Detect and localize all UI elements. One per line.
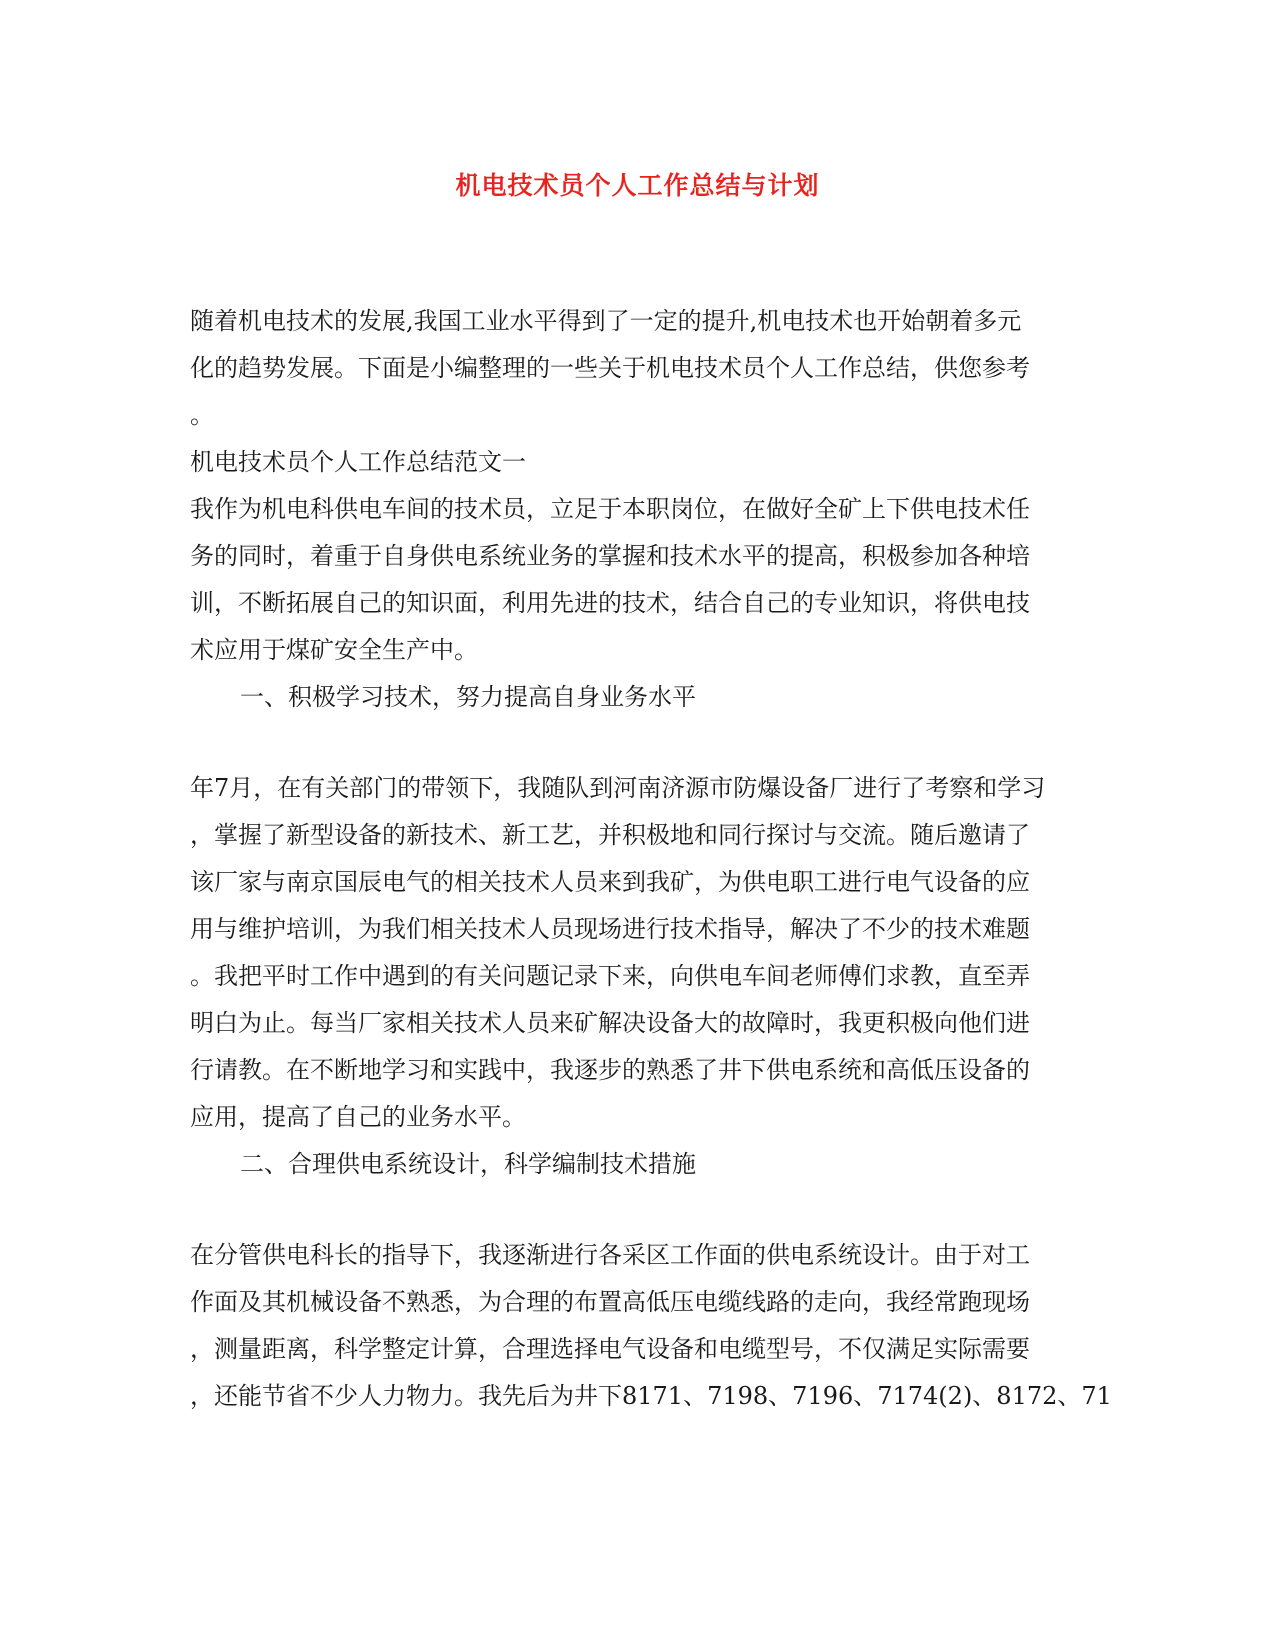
paragraph-line: ，测量距离，科学整定计算，合理选择电气设备和电缆型号，不仅满足实际需要 — [190, 1335, 1030, 1363]
paragraph-line: 年7月，在有关部门的带领下，我随队到河南济源市防爆设备厂进行了考察和学习 — [190, 774, 1046, 802]
paragraph-line: 术应用于煤矿安全生产中。 — [190, 636, 478, 664]
paragraph-line: 作面及其机械设备不熟悉，为合理的布置高低压电缆线路的走向，我经常跑现场 — [190, 1288, 1030, 1316]
paragraph-line: 该厂家与南京国辰电气的相关技术人员来到我矿，为供电职工进行电气设备的应 — [190, 868, 1030, 896]
paragraph-line: 。我把平时工作中遇到的有关问题记录下来，向供电车间老师傅们求教，直至弄 — [190, 962, 1030, 990]
intro-line-3: 。 — [190, 401, 214, 429]
paragraph-line: 应用，提高了自己的业务水平。 — [190, 1103, 526, 1131]
intro-line-2: 化的趋势发展。下面是小编整理的一些关于机电技术员个人工作总结，供您参考 — [190, 354, 1030, 382]
paragraph-line: 在分管供电科长的指导下，我逐渐进行各采区工作面的供电系统设计。由于对工 — [190, 1241, 1030, 1269]
paragraph-line: ，还能节省不少人力物力。我先后为井下8171、7198、7196、7174(2)、8172、71 — [190, 1382, 1112, 1410]
paragraph-line: 我作为机电科供电车间的技术员，立足于本职岗位，在做好全矿上下供电技术任 — [190, 495, 1030, 523]
section-title: 机电技术员个人工作总结范文一 — [190, 448, 526, 476]
paragraph-line: 训，不断拓展自己的知识面，利用先进的技术，结合自己的专业知识，将供电技 — [190, 589, 1030, 617]
paragraph-line: 明白为止。每当厂家相关技术人员来矿解决设备大的故障时，我更积极向他们进 — [190, 1009, 1030, 1037]
subheading-2: 二、合理供电系统设计，科学编制技术措施 — [240, 1150, 696, 1178]
paragraph-line: 行请教。在不断地学习和实践中，我逐步的熟悉了井下供电系统和高低压设备的 — [190, 1056, 1030, 1084]
paragraph-line: 用与维护培训，为我们相关技术人员现场进行技术指导，解决了不少的技术难题 — [190, 915, 1030, 943]
subheading-1: 一、积极学习技术，努力提高自身业务水平 — [240, 683, 696, 711]
paragraph-line: 务的同时，着重于自身供电系统业务的掌握和技术水平的提高，积极参加各种培 — [190, 542, 1030, 570]
intro-line-1: 随着机电技术的发展,我国工业水平得到了一定的提升,机电技术也开始朝着多元 — [190, 307, 1022, 335]
document-title: 机电技术员个人工作总结与计划 — [455, 171, 820, 200]
paragraph-line: ，掌握了新型设备的新技术、新工艺，并积极地和同行探讨与交流。随后邀请了 — [190, 821, 1030, 849]
